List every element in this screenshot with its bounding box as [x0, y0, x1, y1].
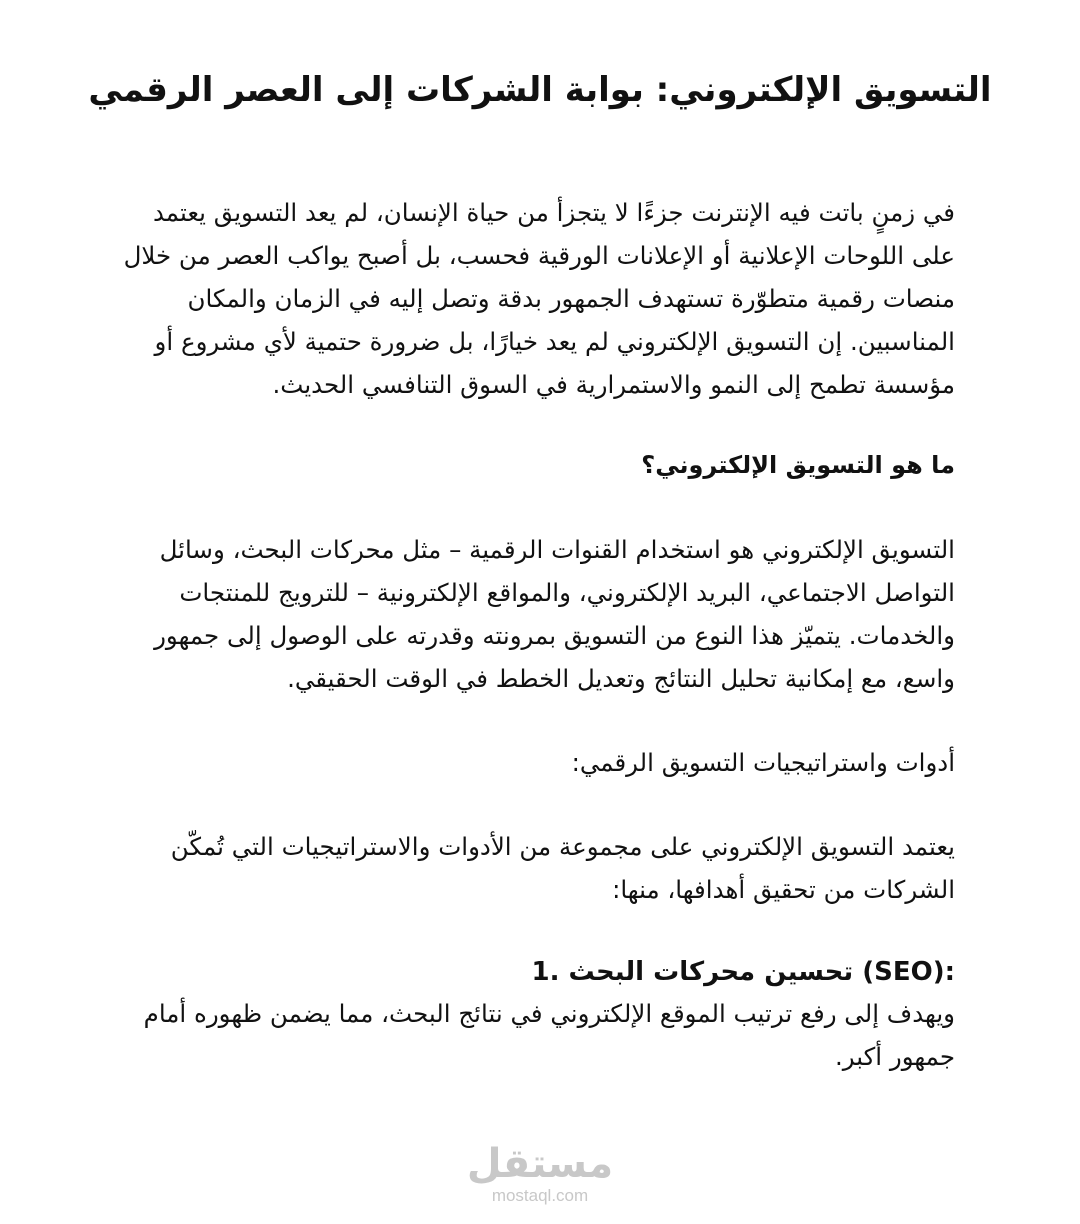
mostaql-watermark	[440, 1142, 640, 1206]
seo-description: ويهدف إلى رفع ترتيب الموقع الإلكتروني في نتائج البحث، مما يضمن ظهوره أمام جمهور أكبر.	[143, 999, 955, 1071]
tools-intro-paragraph: يعتمد التسويق الإلكتروني على مجموعة من الأدوات والاستراتيجيات التي تُمكّن الشركات من تحقيق أهدافها، منها:	[170, 832, 955, 904]
section-heading-what-is: ما هو التسويق الإلكتروني؟	[641, 451, 955, 479]
seo-heading	[120, 950, 955, 994]
definition-paragraph: التسويق الإلكتروني هو استخدام القنوات الرقمية – مثل محركات البحث، وسائل التواصل الاجتماعي، البريد الإلكتروني، والمواقع الإلكترونية – للترويج للمنتجات والخدمات. يتميّز هذا النوع من التسويق بمرونته وقدرته على الوصول إلى جمهور واسع، مع إمكانية تحليل النتائج وتعديل الخطط في الوقت الحقيقي.	[154, 535, 955, 693]
intro-paragraph: في زمنٍ باتت فيه الإنترنت جزءًا لا يتجزأ من حياة الإنسان، لم يعد التسويق يعتمد على اللوحات الإعلانية أو الإعلانات الورقية فحسب، بل أصبح يواكب العصر من خلال منصات رقمية متطوّرة تستهدف الجمهور بدقة وتصل إليه في الزمان والمكان المناسبين. إن التسويق الإلكتروني لم يعد خيارًا، بل ضرورة حتمية لأي مشروع أو مؤسسة تطمح إلى النمو والاستمرارية في السوق التنافسي الحديث.	[123, 198, 955, 399]
watermark-url: mostaql.com	[491, 1186, 589, 1205]
tools-label: أدوات واستراتيجيات التسويق الرقمي:	[571, 748, 955, 777]
watermark-logo: مستقل	[466, 1141, 614, 1187]
seo-heading-text: 1. تحسين محركات البحث (SEO):	[531, 957, 955, 987]
document-title: التسويق الإلكتروني: بوابة الشركات إلى العصر الرقمي	[88, 70, 992, 110]
